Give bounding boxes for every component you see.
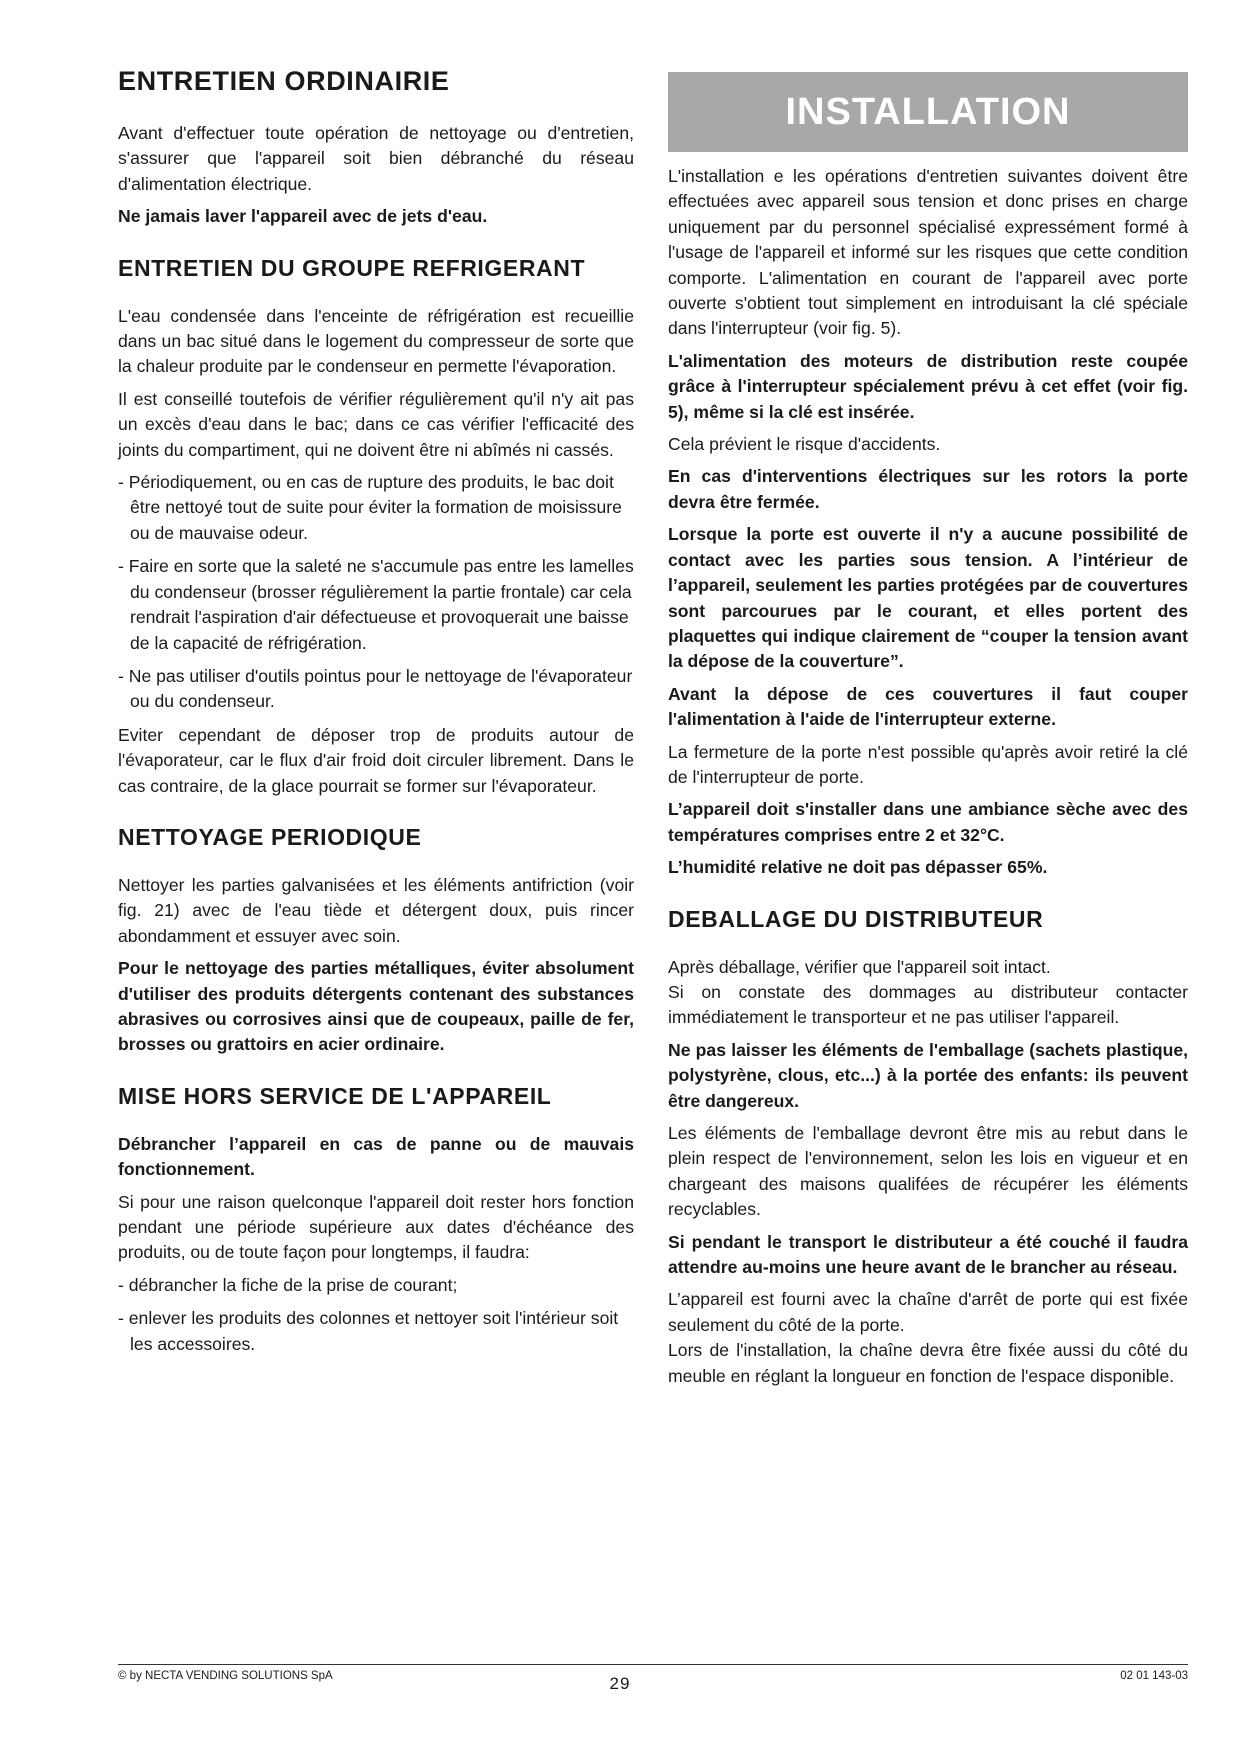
page-number: 29: [609, 1674, 631, 1693]
section-title-groupe-refrigerant: ENTRETIEN DU GROUPE REFRIGERANT: [118, 254, 586, 281]
warning-paragraph: Lorsque la porte est ouverte il n'y a aucune possibilité de contact avec les parties sous tension. A l’intérieur de l’appareil, seulement les parties protégées par de couvertures sont parcourues par le courant, et elles portent des plaquettes qui indique clairement de “couper la tension avant la dépose de la couverture”.: [668, 524, 1188, 672]
document-code: 02 01 143-03: [1120, 1670, 1188, 1682]
warning-paragraph: Ne pas laisser les éléments de l'emballage (sachets plastique, polystyrène, clous, etc...) à la portée des enfants: ils peuvent être dangereux.: [668, 1039, 1188, 1111]
warning-paragraph: L'alimentation des moteurs de distribution reste coupée grâce à l'interrupteur spécialement prévu à cet effet (voir fig. 5), même si la clé est insérée.: [668, 350, 1188, 422]
list-item: - Périodiquement, ou en cas de rupture des produits, le bac doit être nettoyé tout de suite pour éviter la formation de moisissure ou de mauvaise odeur.: [118, 472, 622, 543]
right-column: [668, 72, 1188, 1396]
paragraph: L'installation e les opérations d'entretien suivantes doivent être effectuées avec appareil sous tension et donc prises en charge uniquement par du personnel spécialisé expressément formé à l'usage de l'appareil et informé sur les risques que cette condition comporte. L'alimentation en courant de l'appareil avec porte ouverte s'obtient tout simplement en introduisant la clé spéciale dans l'interrupteur (voir fig. 5).: [668, 166, 1188, 339]
paragraph: Avant d'effectuer toute opération de nettoyage ou d'entretien, s'assurer que l'appareil soit bien débranché du réseau d'alimentation électrique.: [118, 123, 634, 194]
list-item: - enlever les produits des colonnes et nettoyer soit l'intérieur soit les accessoires.: [118, 1308, 619, 1354]
warning-paragraph: L’appareil doit s'installer dans une ambiance sèche avec des températures comprises entre 2 et 32°C.: [668, 799, 1188, 845]
footer-copyright: © by NECTA VENDING SOLUTIONS SpA: [118, 1670, 333, 1682]
paragraph: Après déballage, vérifier que l'appareil soit intact.: [668, 956, 1051, 977]
section-title-nettoyage-periodique: NETTOYAGE PERIODIQUE: [118, 823, 422, 850]
footer-divider: [118, 1664, 1188, 1665]
paragraph: Si pour une raison quelconque l'appareil doit rester hors fonction pendant une période supérieure aux dates d'échéance des produits, ou de toute façon pour longtemps, il faudra:: [118, 1191, 634, 1263]
warning-paragraph: Si pendant le transport le distributeur a été couché il faudra attendre au-moins une heure avant de le brancher au réseau.: [668, 1231, 1188, 1278]
warning-paragraph: Pour le nettoyage des parties métalliques, éviter absolument d'utiliser des produits détergents contenant des substances abrasives ou corrosives ainsi que de coupeaux, paille de fer, brosses ou grattoirs en acier ordinaire.: [118, 958, 634, 1055]
list-item: - débrancher la fiche de la prise de courant;: [118, 1274, 458, 1295]
paragraph: La fermeture de la porte n'est possible qu'après avoir retiré la clé de l'interrupteur de porte.: [668, 741, 1188, 787]
warning-paragraph: Avant la dépose de ces couvertures il faut couper l'alimentation à l'aide de l'interrupteur externe.: [668, 683, 1188, 730]
section-title-deballage: DEBALLAGE DU DISTRIBUTEUR: [668, 905, 1044, 932]
section-title-entretien-ordinaire: ENTRETIEN ORDINAIRIE: [118, 66, 450, 96]
warning-paragraph: En cas d'interventions électriques sur les rotors la porte devra être fermée.: [668, 466, 1188, 512]
paragraph: Les éléments de l'emballage devront être mis au rebut dans le plein respect de l'environnement, selon les lois en vigueur et en chargeant des maisons qualifées de récupérer les éléments recyclables.: [668, 1123, 1188, 1220]
paragraph: Il est conseillé toutefois de vérifier régulièrement qu'il n'y ait pas un excès d'eau dans le bac; dans ce cas vérifier l'efficacité des joints du compartiment, qui ne doivent être ni abîmés ni cassés.: [118, 388, 634, 460]
warning-paragraph: Ne jamais laver l'appareil avec de jets d'eau.: [118, 206, 488, 227]
warning-paragraph: L’humidité relative ne doit pas dépasser 65%.: [668, 857, 1048, 878]
paragraph: Lors de l'installation, la chaîne devra être fixée aussi du côté du meuble en réglant la longueur en fonction de l'espace disponible.: [668, 1340, 1188, 1386]
warning-paragraph: Débrancher l’appareil en cas de panne ou de mauvais fonctionnement.: [118, 1133, 634, 1180]
paragraph: Nettoyer les parties galvanisées et les éléments antifriction (voir fig. 21) avec de l'eau tiède et détergent doux, puis rincer abondamment et essuyer avec soin.: [118, 874, 634, 946]
installation-banner: INSTALLATION: [668, 72, 1188, 152]
list-item: - Faire en sorte que la saleté ne s'accumule pas entre les lamelles du condenseur (brosser régulièrement la partie frontale) car cela rendrait l'aspiration d'air défectueuse et provoquerait une baisse de la capacité de réfrigération.: [118, 556, 634, 653]
paragraph: L’appareil est fourni avec la chaîne d'arrêt de porte qui est fixée seulement du côté de la porte.: [668, 1289, 1188, 1335]
section-title-mise-hors-service: MISE HORS SERVICE DE L'APPAREIL: [118, 1082, 552, 1109]
paragraph: L'eau condensée dans l'enceinte de réfrigération est recueillie dans un bac situé dans le logement du compresseur de sorte que la chaleur produite par le condenseur en permette l'évaporation.: [118, 305, 634, 377]
list-item: - Ne pas utiliser d'outils pointus pour le nettoyage de l'évaporateur ou du condenseur.: [118, 665, 633, 712]
paragraph: Cela prévient le risque d'accidents.: [668, 434, 941, 455]
paragraph: Si on constate des dommages au distributeur contacter immédiatement le transporteur et ne pas utiliser l'appareil.: [668, 981, 1188, 1028]
paragraph: Eviter cependant de déposer trop de produits autour de l'évaporateur, car le flux d'air froid doit circuler librement. Dans le cas contraire, de la glace pourrait se former sur l'évaporateur.: [118, 724, 634, 796]
left-column: [118, 66, 634, 1365]
